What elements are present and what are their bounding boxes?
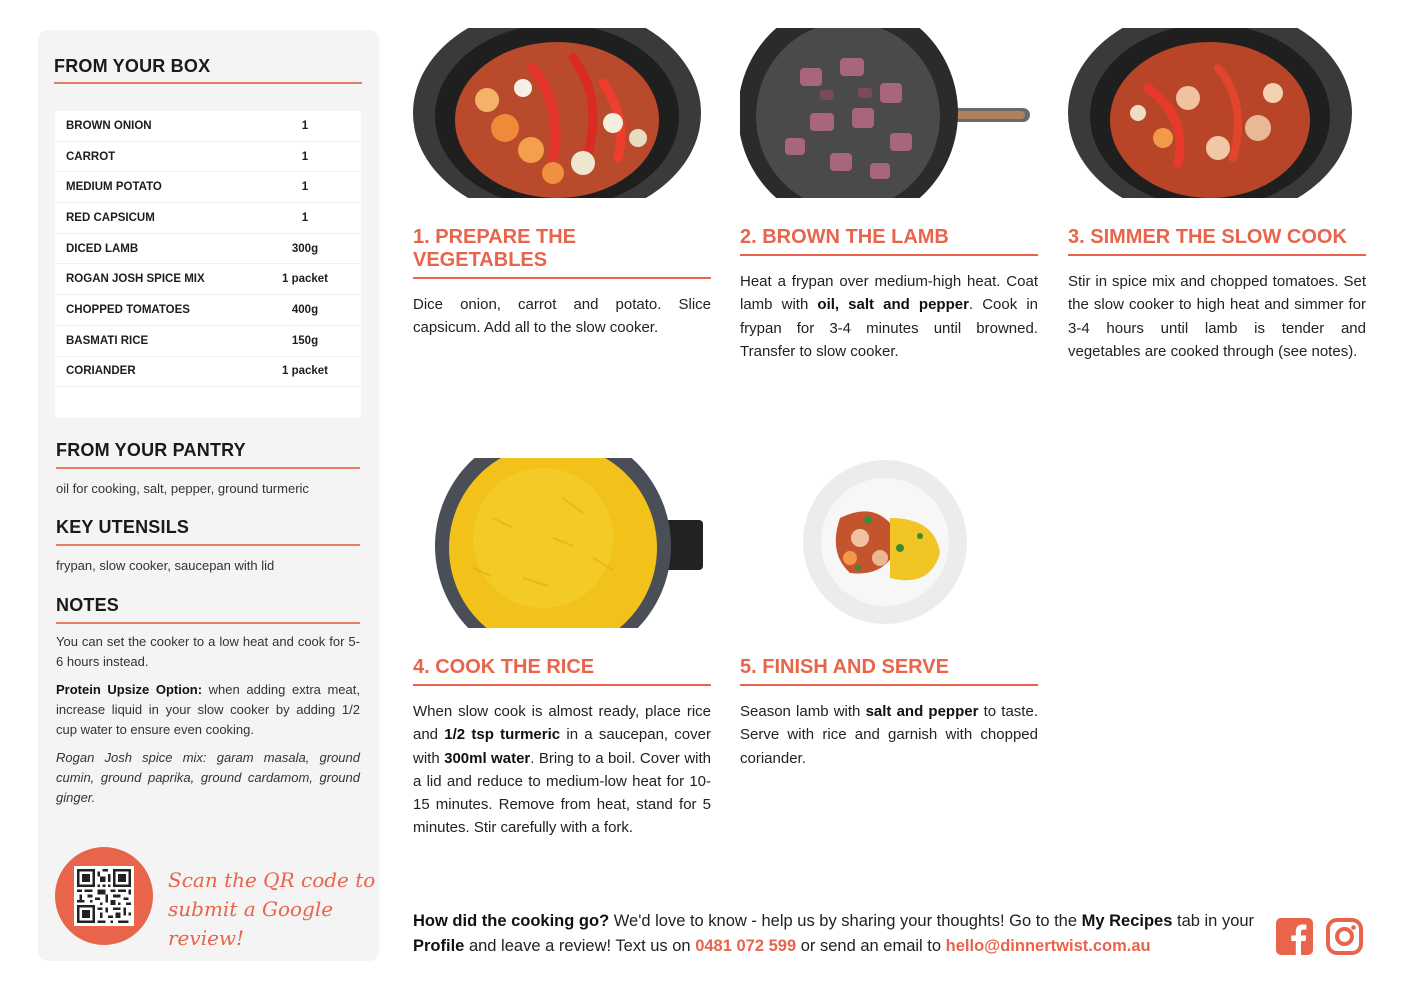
ingredient-qty: 1 packet	[281, 365, 329, 378]
ingredient-name: ROGAN JOSH SPICE MIX	[66, 273, 205, 286]
notes-title: NOTES	[56, 595, 120, 615]
step-2	[740, 28, 1038, 363]
sidebar-panel	[38, 30, 379, 961]
pantry-text: oil for cooking, salt, pepper, ground turmeric	[56, 481, 309, 496]
step-2-text-bold: oil, salt and pepper	[817, 296, 969, 314]
notes-section	[56, 595, 360, 808]
step-5-body	[740, 700, 1038, 770]
ingredients-table	[55, 111, 361, 418]
notes-paragraph: You can set the cooker to a low heat and cook for 5-6 hours instead.	[56, 634, 360, 669]
ingredient-name: CORIANDER	[66, 365, 136, 378]
ingredient-row	[55, 203, 361, 234]
phone-link[interactable]: 0481 072 599	[695, 937, 797, 955]
qr-caption-line-1: Scan the QR code to	[168, 868, 376, 892]
ingredient-name: BASMATI RICE	[66, 334, 149, 347]
utensils-section	[56, 517, 360, 576]
step-2-text-a: Heat a frypan over medium-high heat. Coat lamb with	[740, 273, 1038, 314]
spice-mix-note: Rogan Josh spice mix: garam masala, ground cumin, ground paprika, ground cardamom, ground ginger.	[56, 750, 360, 805]
step-1-title: 1. PREPARE THE VEGETABLES	[413, 226, 711, 279]
ingredient-name: BROWN ONION	[66, 119, 152, 132]
my-recipes-link[interactable]: My Recipes	[1081, 912, 1173, 930]
step-3-text: Stir in spice mix and chopped tomatoes. Set the slow cooker to high heat and simmer for 3-4 hours until lamb is tender and vegetables are cooked through (see notes).	[1068, 273, 1366, 360]
footer-text-2: tab in your	[1172, 912, 1255, 930]
profile-link[interactable]: Profile	[413, 937, 465, 955]
step-1	[413, 28, 711, 340]
step-5-title: 5. FINISH AND SERVE	[740, 656, 1038, 686]
from-box-rule	[54, 82, 362, 84]
pantry-section	[56, 440, 360, 499]
facebook-icon[interactable]	[1276, 918, 1313, 955]
step-4-text-bold-a: 1/2 tsp turmeric	[444, 726, 561, 744]
utensils-rule	[56, 544, 360, 546]
protein-upsize-note	[56, 680, 360, 740]
qr-code-icon[interactable]	[74, 866, 134, 926]
step-1-photo	[413, 28, 711, 198]
notes-rule	[56, 622, 360, 624]
step-3-photo	[1068, 28, 1366, 198]
step-4-photo	[413, 458, 711, 628]
review-footer	[413, 909, 1263, 959]
step-2-title: 2. BROWN THE LAMB	[740, 226, 1038, 256]
ingredient-row	[55, 111, 361, 142]
ingredient-row	[55, 326, 361, 357]
ingredient-qty: 1	[301, 181, 309, 194]
footer-text-4: or send an email to	[796, 937, 946, 955]
ingredient-qty: 1	[301, 211, 309, 224]
step-2-text-b: . Cook in frypan for 3-4 minutes until browned. Transfer to slow cooker.	[740, 296, 1038, 360]
step-5	[740, 458, 1038, 770]
footer-text-1: We'd love to know - help us by sharing your thoughts! Go to the	[609, 912, 1082, 930]
step-4-body	[413, 700, 711, 840]
step-1-text: Dice onion, carrot and potato. Slice capsicum. Add all to the slow cooker.	[413, 296, 711, 337]
step-4-title: 4. COOK THE RICE	[413, 656, 711, 686]
ingredient-row	[55, 264, 361, 295]
pantry-title: FROM YOUR PANTRY	[56, 440, 246, 460]
step-5-text-b: to taste. Serve with rice and garnish with chopped coriander.	[740, 703, 1038, 767]
instagram-icon[interactable]	[1326, 918, 1363, 955]
ingredient-row	[55, 142, 361, 173]
ingredient-row	[55, 295, 361, 326]
from-box-title: FROM YOUR BOX	[54, 56, 211, 76]
step-3	[1068, 28, 1366, 363]
utensils-text: frypan, slow cooker, saucepan with lid	[56, 558, 275, 573]
footer-question: How did the cooking go?	[413, 912, 610, 930]
ingredient-row	[55, 172, 361, 203]
step-4	[413, 458, 711, 840]
ingredient-qty: 400g	[291, 303, 319, 316]
utensils-title: KEY UTENSILS	[56, 517, 190, 537]
ingredient-row	[55, 234, 361, 265]
ingredient-name: CARROT	[66, 150, 116, 163]
step-3-body	[1068, 270, 1366, 363]
step-4-text-bold-b: 300ml water	[444, 749, 531, 767]
ingredient-name: DICED LAMB	[66, 242, 139, 255]
ingredient-qty: 1 packet	[281, 273, 329, 286]
step-4-text-b: in a saucepan, cover with	[413, 726, 711, 767]
ingredient-qty: 150g	[291, 334, 319, 347]
step-1-body	[413, 293, 711, 340]
ingredient-name: MEDIUM POTATO	[66, 181, 162, 194]
pantry-rule	[56, 467, 360, 469]
ingredient-row	[55, 357, 361, 388]
qr-caption-line-2: submit a Google review!	[168, 897, 334, 950]
step-2-body	[740, 270, 1038, 363]
ingredient-name: CHOPPED TOMATOES	[66, 303, 190, 316]
step-2-photo	[740, 28, 1038, 198]
protein-upsize-label: Protein Upsize Option:	[56, 682, 203, 697]
step-5-text-bold: salt and pepper	[865, 703, 979, 720]
step-5-text-a: Season lamb with	[740, 703, 866, 720]
ingredient-name: RED CAPSICUM	[66, 211, 155, 224]
step-5-photo	[740, 458, 1038, 628]
ingredient-qty: 1	[301, 150, 309, 163]
qr-badge[interactable]	[55, 847, 153, 945]
qr-caption	[168, 866, 379, 953]
ingredient-qty: 300g	[291, 242, 319, 255]
ingredient-qty: 1	[301, 119, 309, 132]
step-4-text-c: . Bring to a boil. Cover with a lid and reduce to medium-low heat for 10-15 minutes. Remove from heat, stand for 5 minutes. Stir carefully with a fork.	[413, 749, 712, 837]
step-4-text-a: When slow cook is almost ready, place rice and	[413, 703, 711, 744]
protein-upsize-text: when adding extra meat, increase liquid in your slow cooker by adding 1/2 cup water to ensure even cooking.	[56, 682, 360, 737]
footer-text-3: and leave a review! Text us on	[464, 937, 696, 955]
email-link[interactable]: hello@dinnertwist.com.au	[945, 937, 1151, 955]
step-3-title: 3. SIMMER THE SLOW COOK	[1068, 226, 1366, 256]
